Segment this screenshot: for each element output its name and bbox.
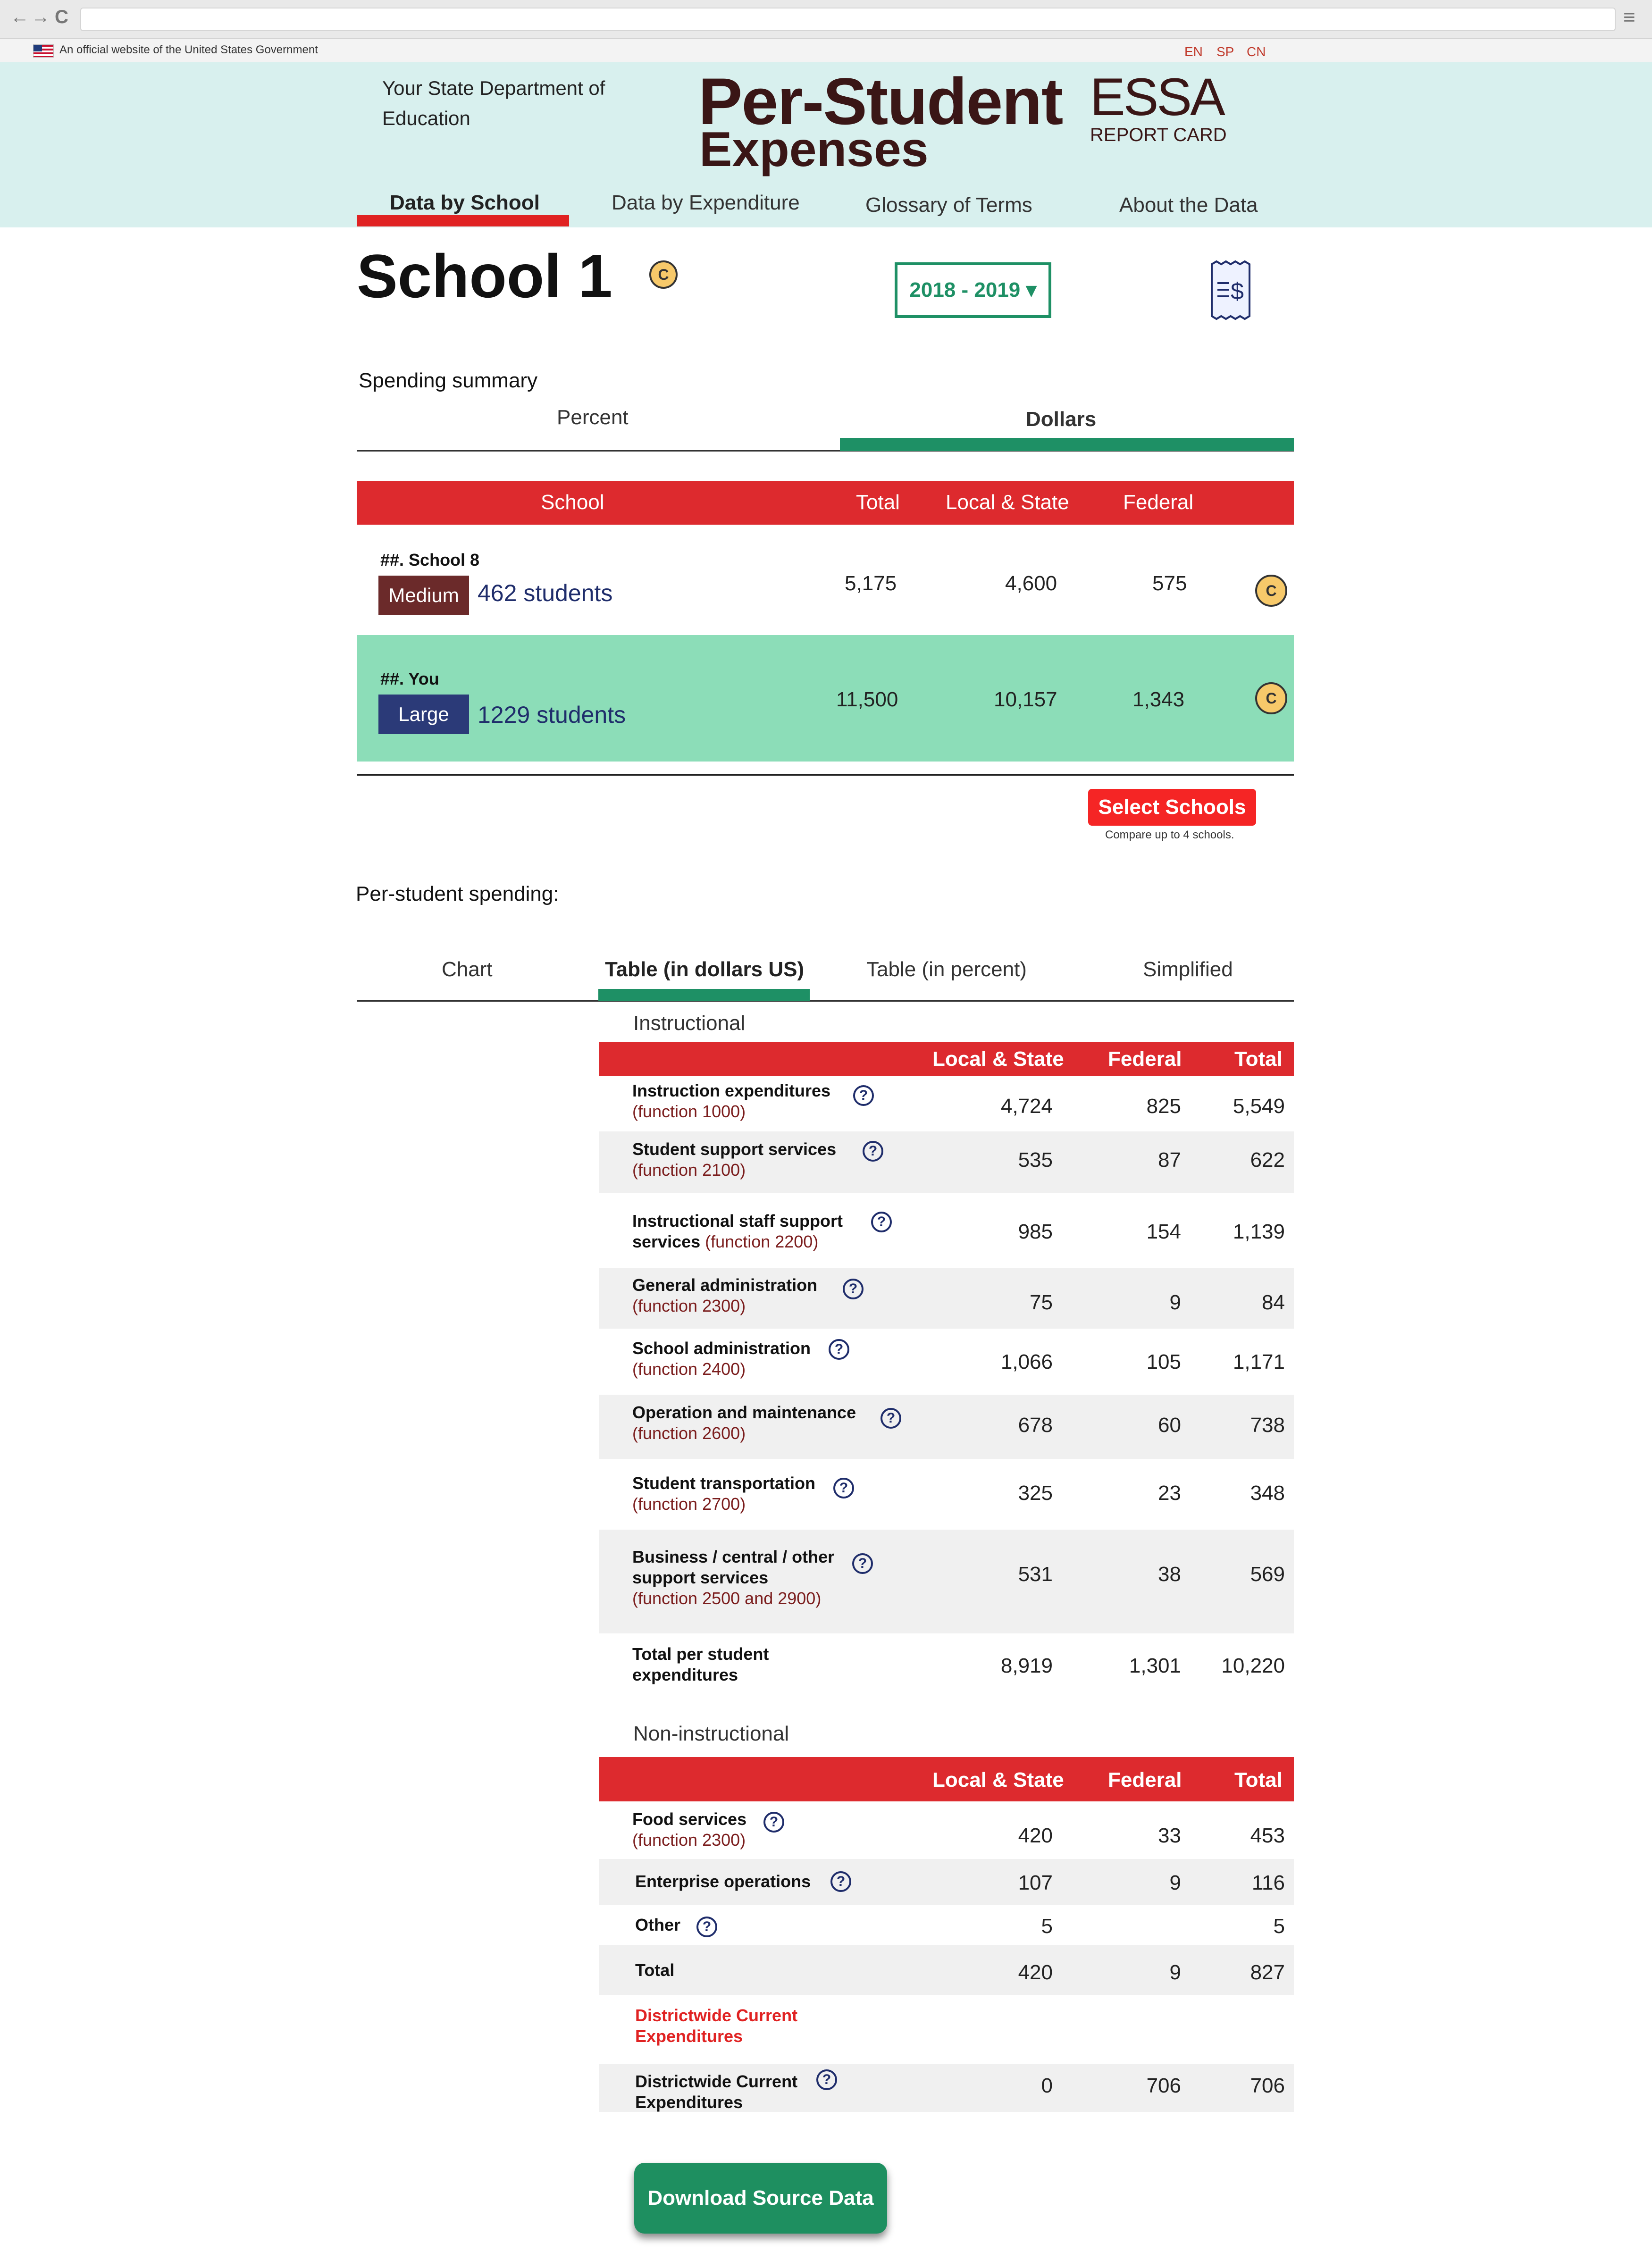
- grade-badge: C: [649, 260, 678, 289]
- help-icon[interactable]: ?: [763, 1812, 784, 1833]
- help-icon[interactable]: ?: [833, 1478, 854, 1498]
- table-row-label: [632, 1275, 868, 1316]
- total-value: 622: [1250, 1148, 1285, 1172]
- col-local-state: Local & State: [946, 491, 1069, 514]
- summary-divider: [357, 774, 1294, 776]
- table-row-label: [632, 1080, 868, 1122]
- total-value: 116: [1251, 1871, 1285, 1894]
- non-instructional-label: Non-instructional: [633, 1722, 789, 1745]
- forward-icon[interactable]: →: [31, 7, 50, 27]
- col-total: Total: [1234, 1047, 1283, 1071]
- row-name: Instruction expenditures: [632, 1081, 831, 1100]
- gov-banner-text: An official website of the United States Government: [59, 43, 318, 56]
- tab-glossary[interactable]: Glossary of Terms: [865, 193, 1032, 217]
- help-icon[interactable]: ?: [816, 2069, 837, 2090]
- row-name: General administration: [632, 1275, 818, 1295]
- school-row-name: ##. You: [380, 669, 439, 688]
- federal-value: 9: [1169, 1871, 1181, 1894]
- row-function: (function 2400): [632, 1359, 746, 1379]
- row-name: Student transportation: [632, 1473, 815, 1493]
- year-select[interactable]: [895, 262, 1051, 318]
- local-state-value: 0: [1041, 2074, 1053, 2097]
- table-row-label: [632, 1547, 854, 1609]
- table-row-label: [635, 1960, 871, 1981]
- row-name: Student support services: [632, 1139, 837, 1159]
- reload-icon[interactable]: C: [55, 7, 68, 27]
- row-function: (function 1000): [632, 1102, 746, 1121]
- help-icon[interactable]: ?: [843, 1279, 864, 1299]
- table-row-label: [635, 1915, 871, 1935]
- active-tab-indicator: [357, 215, 569, 226]
- student-count: 462 students: [478, 580, 613, 606]
- total-value: 706: [1250, 2074, 1285, 2097]
- size-badge: Medium: [378, 576, 469, 615]
- grade-badge: C: [1255, 575, 1287, 607]
- total-value: 10,220: [1221, 1654, 1285, 1677]
- row-name: Other: [635, 1915, 681, 1934]
- row-function: (function 2200): [705, 1232, 819, 1251]
- address-bar[interactable]: [80, 8, 1616, 31]
- row-name: Total per student expenditures: [632, 1644, 769, 1684]
- local-state-value: 420: [1018, 1824, 1053, 1847]
- help-icon[interactable]: ?: [830, 1871, 851, 1892]
- help-icon[interactable]: ?: [863, 1141, 883, 1162]
- total-value: 5: [1273, 1915, 1285, 1938]
- table-row-label: [632, 1473, 868, 1515]
- compare-note: Compare up to 4 schools.: [1105, 829, 1234, 841]
- row-name: Enterprise operations: [635, 1872, 811, 1891]
- lang-sp-link[interactable]: SP: [1216, 44, 1234, 59]
- essa-logo: ESSA: [1090, 67, 1224, 126]
- local-state-value: 107: [1018, 1871, 1053, 1894]
- help-icon[interactable]: ?: [829, 1339, 849, 1360]
- federal-value: 9: [1169, 1291, 1181, 1314]
- row-name: Business / central / other support services: [632, 1547, 835, 1587]
- spending-summary-label: Spending summary: [359, 369, 538, 392]
- active-tab-indicator: [598, 989, 810, 1001]
- row-function: (function 2100): [632, 1160, 746, 1180]
- grade-badge: C: [1255, 682, 1287, 714]
- col-federal: Federal: [1123, 491, 1194, 514]
- help-icon[interactable]: ?: [696, 1917, 717, 1937]
- school-title: School 1: [357, 242, 612, 310]
- help-icon[interactable]: ?: [852, 1553, 873, 1574]
- back-icon[interactable]: ←: [10, 7, 29, 27]
- tab-percent[interactable]: Percent: [557, 406, 629, 429]
- row-name: Operation and maintenance: [632, 1403, 856, 1422]
- federal-value: 23: [1158, 1482, 1181, 1505]
- col-local-state: Local & State: [932, 1047, 1064, 1071]
- federal-value: 575: [1152, 572, 1187, 595]
- federal-value: 60: [1158, 1414, 1181, 1437]
- tab-dollars[interactable]: Dollars: [1026, 408, 1097, 431]
- local-state-value: 535: [1018, 1148, 1053, 1172]
- col-local-state: Local & State: [932, 1768, 1064, 1791]
- row-function: (function 2300): [632, 1296, 746, 1315]
- federal-value: 825: [1146, 1095, 1181, 1118]
- federal-value: 706: [1146, 2074, 1181, 2097]
- tab-chart[interactable]: Chart: [442, 958, 493, 981]
- table-row-label: [632, 1211, 868, 1252]
- local-state-value: 5: [1041, 1915, 1053, 1938]
- row-function: (function 2600): [632, 1423, 746, 1443]
- local-state-value: 1,066: [1000, 1350, 1053, 1373]
- site-title-line1: Per-Student: [698, 64, 1063, 138]
- year-value: 2018 - 2019: [909, 278, 1021, 301]
- federal-value: 38: [1158, 1563, 1181, 1586]
- local-state-value: 531: [1018, 1563, 1053, 1586]
- menu-icon[interactable]: ≡: [1623, 6, 1635, 29]
- federal-value: 87: [1158, 1148, 1181, 1172]
- local-state-value: 4,724: [1000, 1095, 1053, 1118]
- tab-simplified[interactable]: Simplified: [1143, 958, 1233, 981]
- federal-value: 154: [1146, 1220, 1181, 1243]
- tab-data-by-school[interactable]: Data by School: [390, 191, 540, 214]
- active-tab-indicator: [840, 438, 1294, 451]
- row-name: Total: [635, 1960, 675, 1980]
- download-source-data-button[interactable]: Download Source Data: [634, 2163, 887, 2234]
- total-value: 84: [1262, 1291, 1285, 1314]
- federal-value: 9: [1169, 1961, 1181, 1984]
- lang-cn-link[interactable]: CN: [1247, 44, 1266, 59]
- col-federal: Federal: [1108, 1768, 1182, 1791]
- col-school: School: [541, 491, 604, 514]
- col-total: Total: [1234, 1768, 1283, 1791]
- federal-value: 105: [1146, 1350, 1181, 1373]
- help-icon[interactable]: ?: [881, 1408, 901, 1429]
- row-name: Instructional staff support services: [632, 1211, 843, 1251]
- select-schools-button[interactable]: Select Schools: [1088, 789, 1256, 826]
- total-value: 5,549: [1233, 1095, 1285, 1118]
- school-row-name[interactable]: ##. School 8: [380, 550, 480, 569]
- col-federal: Federal: [1108, 1047, 1182, 1071]
- federal-value: 1,343: [1132, 688, 1185, 711]
- lang-en-link[interactable]: EN: [1184, 44, 1203, 59]
- local-state-value: 8,919: [1000, 1654, 1053, 1677]
- row-name: School administration: [632, 1339, 811, 1358]
- local-state-value: 4,600: [1005, 572, 1057, 595]
- total-value: 827: [1250, 1961, 1285, 1984]
- department-name: Your State Department of Education: [382, 77, 605, 129]
- tab-data-by-expenditure[interactable]: Data by Expenditure: [612, 191, 800, 214]
- local-state-value: 75: [1030, 1291, 1053, 1314]
- total-value: 348: [1250, 1482, 1285, 1505]
- row-function: (function 2500 and 2900): [632, 1589, 822, 1608]
- table-row-label: [632, 1644, 802, 1685]
- districtwide-heading: [635, 2005, 833, 2047]
- size-badge: Large: [378, 695, 469, 734]
- row-name: Districtwide Current Expenditures: [635, 2072, 798, 2112]
- total-value: 5,175: [845, 572, 897, 595]
- row-name: Food services: [632, 1809, 747, 1829]
- tab-divider: [357, 1000, 1294, 1002]
- row-name: Districtwide Current Expenditures: [635, 2006, 798, 2046]
- receipt-dollar-icon[interactable]: [1208, 259, 1253, 321]
- tab-table-dollars[interactable]: Table (in dollars US): [605, 958, 805, 981]
- total-value: 453: [1250, 1824, 1285, 1847]
- tab-about-data[interactable]: About the Data: [1119, 193, 1258, 217]
- chevron-down-icon: ▾: [1026, 278, 1037, 301]
- svg-text:$: $: [1231, 278, 1244, 304]
- help-icon[interactable]: ?: [853, 1085, 874, 1106]
- help-icon[interactable]: ?: [871, 1212, 892, 1232]
- total-value: 1,139: [1233, 1220, 1285, 1243]
- local-state-value: 325: [1018, 1482, 1053, 1505]
- federal-value: 33: [1158, 1824, 1181, 1847]
- local-state-value: 420: [1018, 1961, 1053, 1984]
- tab-table-percent[interactable]: Table (in percent): [866, 958, 1027, 981]
- col-total: Total: [856, 491, 900, 514]
- table-row-label: [635, 2071, 833, 2113]
- local-state-value: 10,157: [994, 688, 1057, 711]
- row-function: (function 2700): [632, 1494, 746, 1514]
- student-count: 1229 students: [478, 702, 626, 728]
- instructional-label: Instructional: [633, 1012, 746, 1035]
- federal-value: 1,301: [1129, 1654, 1181, 1677]
- total-value: 569: [1250, 1563, 1285, 1586]
- total-value: 11,500: [836, 688, 898, 711]
- essa-logo-sub: REPORT CARD: [1090, 125, 1227, 145]
- total-value: 738: [1250, 1414, 1285, 1437]
- row-function: (function 2300): [632, 1830, 746, 1850]
- table-row-label: [632, 1139, 868, 1180]
- us-flag-icon: [33, 44, 54, 58]
- site-title-line2: Expenses: [699, 122, 929, 177]
- table-row-label: [632, 1809, 868, 1850]
- total-value: 1,171: [1233, 1350, 1285, 1373]
- local-state-value: 678: [1018, 1414, 1053, 1437]
- table-row-label: [632, 1402, 868, 1444]
- per-student-label: Per-student spending:: [356, 882, 559, 905]
- local-state-value: 985: [1018, 1220, 1053, 1243]
